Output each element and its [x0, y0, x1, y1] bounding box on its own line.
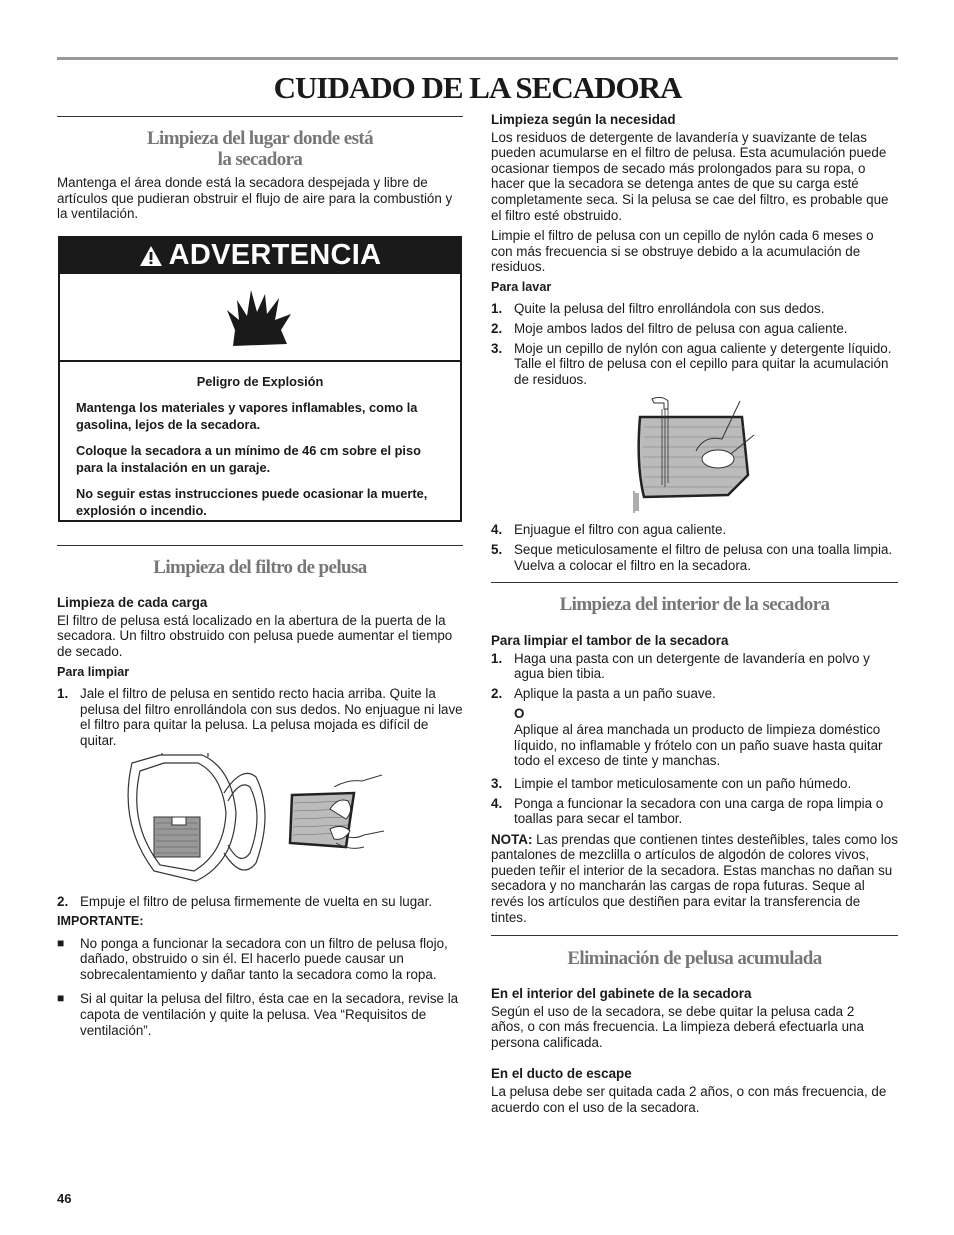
list-item — [491, 651, 898, 682]
section-title-interior: Limpieza del interior de la secadora — [559, 594, 830, 615]
section-rule — [57, 116, 463, 117]
step-number: 5. — [491, 542, 503, 558]
section-rule — [57, 545, 463, 546]
list-item — [491, 522, 898, 538]
interior-section — [491, 633, 898, 925]
bullet-mark: ■ — [57, 935, 65, 950]
step-text: Haga una pasta con un detergente de lavandería en polvo y agua bien tibia. — [514, 650, 870, 682]
dryer-drum-image — [124, 753, 389, 885]
warning-header — [60, 238, 460, 274]
step-number: 4. — [491, 522, 503, 537]
list-item — [491, 341, 898, 388]
note-paragraph — [491, 832, 898, 926]
section-title-filtro: Limpieza del filtro de pelusa — [153, 557, 367, 578]
bullet-item — [57, 936, 463, 983]
step-number: 1. — [491, 300, 503, 316]
step-text: Aplique la pasta a un paño suave. — [514, 686, 716, 702]
paragraph: Según el uso de la secadora, se debe quitar la pelusa cada 2 años, o con más frecuencia. La limpieza deberá efectuarla una persona calificada. — [491, 1003, 864, 1050]
bullet-text: No ponga a funcionar la secadora con un filtro de pelusa flojo, dañado, obstruido o sin él. El hacerlo puede causar un sobrecalentamiento y dañar tanto la secadora como la ropa. — [80, 935, 448, 982]
step-text: Seque meticulosamente el filtro de pelusa con una toalla limpia. Vuelva a colocar el filtro en la secadora. — [514, 542, 893, 573]
step-number: 3. — [491, 775, 503, 791]
subheading: En el ducto de escape — [491, 1066, 632, 1082]
step-text: Moje ambos lados del filtro de pelusa con agua caliente. — [514, 320, 848, 336]
lugar-paragraph: Mantenga el área donde está la secadora despejada y libre de artículos que pudieran obstruir el flujo de aire para la combustión y la ventilación. — [57, 175, 453, 222]
necesidad-section-continued — [491, 522, 898, 578]
subheading: Para limpiar el tambor de la secadora — [491, 633, 729, 648]
necesidad-section — [491, 112, 898, 392]
step-number: 1. — [57, 685, 69, 701]
list-item — [57, 894, 463, 910]
section-title-line: Limpieza del lugar donde está — [146, 128, 374, 149]
step-number: 4. — [491, 795, 503, 811]
subheading: Para limpiar — [57, 665, 130, 680]
warning-line: Coloque la secadora a un mínimo de 46 cm sobre el piso para la instalación en un garaje. — [76, 443, 421, 475]
or-text: Aplique al área manchada un producto de limpieza doméstico líquido, no inflamable y frótelo con un paño suave hasta quitar todo el exceso de tinte y manchas. — [514, 721, 883, 769]
step-text: Quite la pelusa del filtro enrollándola con sus dedos. — [514, 300, 825, 316]
step-text: Empuje el filtro de pelusa firmemente de vuelta en su lugar. — [80, 894, 433, 909]
paragraph: La pelusa debe ser quitada cada 2 años, o con más frecuencia, de acuerdo con el uso de la secadora. — [491, 1083, 887, 1115]
page-number: 46 — [57, 1191, 72, 1206]
list-item — [491, 686, 898, 702]
step-number: 3. — [491, 340, 503, 356]
warning-line: Mantenga los materiales y vapores inflamables, como la gasolina, lejos de la secadora. — [76, 400, 418, 432]
warning-hazard: Peligro de Explosión — [196, 374, 324, 389]
warning-box — [58, 236, 462, 522]
step-text: Enjuague el filtro con agua caliente. — [514, 522, 727, 537]
step-number: 2. — [57, 894, 69, 909]
or-label: O — [514, 706, 525, 722]
note-label: NOTA: — [491, 831, 533, 847]
paragraph: Los residuos de detergente de lavandería y suavizante de telas pueden acumularse en el filtro de pelusa. Esta acumulación puede ocasionar tiempos de secado más prolongados para su ropa, o hacer que la secadora se detenga antes de que su carga esté completamente seca. Si la pelusa se cae del filtro, es probable que el filtro esté obstruido. — [491, 129, 889, 223]
page-title: CUIDADO DE LA SECADORA — [273, 70, 682, 105]
warning-line: No seguir estas instrucciones puede ocasionar la muerte, explosión o incendio. — [76, 486, 428, 518]
dryer-filter-illustration — [124, 753, 389, 885]
pelusa-section — [491, 986, 898, 1115]
bullet-mark: ■ — [57, 991, 65, 1006]
step-text: Ponga a funcionar la secadora con una carga de ropa limpia o toallas para secar el tambor. — [514, 795, 884, 827]
paragraph: Limpie el filtro de pelusa con un cepillo de nylón cada 6 meses o con más frecuencia si se obstruye debido a la acumulación de residuos. — [491, 228, 874, 275]
filtro-section-continued — [57, 894, 463, 1043]
subheading: En el interior del gabinete de la secadora — [491, 986, 752, 1001]
section-title-line: la secadora — [217, 149, 303, 170]
note-text: Las prendas que contienen tintes desteñibles, tales como los pantalones de mezclilla o artículos de algodón de colores vivos, pueden teñir el interior de la secadora. Estas manchas no dañan su secadora y no mancharán las cargas de ropa futuras. Seque al revés los artículos que destiñen para evitar la transferencia de tintes. — [491, 831, 898, 925]
section-rule — [491, 582, 898, 583]
warning-header-label: ADVERTENCIA — [168, 239, 382, 272]
paragraph: El filtro de pelusa está localizado en la abertura de la puerta de la secadora. Un filtro obstruido con pelusa puede aumentar el tiempo de secado. — [57, 612, 453, 659]
subheading: Limpieza de cada carga — [57, 595, 208, 610]
section-title-lugar — [57, 128, 463, 170]
step-text: Limpie el tambor meticulosamente con un paño húmedo. — [514, 775, 852, 791]
bullet-text: Si al quitar la pelusa del filtro, ésta cae en la secadora, revise la capota de ventilación y quite la pelusa. Vea “Requisitos de ventilación”. — [80, 991, 459, 1038]
important-label: IMPORTANTE: — [57, 914, 144, 929]
or-block — [491, 706, 898, 768]
warning-graphic — [60, 274, 460, 362]
list-item — [491, 796, 898, 827]
step-text: Jale el filtro de pelusa en sentido recto hacia arriba. Quite la pelusa del filtro enrollándola con sus dedos. No enjuague ni lave el filtro para quitar la pelusa. La pelusa mojada es difícil de quitar. — [80, 685, 463, 748]
filtro-section — [57, 595, 463, 753]
list-item — [491, 542, 898, 573]
filter-brush-image — [632, 395, 757, 513]
list-item — [491, 776, 898, 792]
list-item — [491, 321, 898, 337]
section-title-pelusa: Eliminación de pelusa acumulada — [567, 948, 822, 969]
warning-body — [60, 362, 460, 519]
section-rule — [491, 935, 898, 936]
step-number: 2. — [491, 320, 503, 336]
step-number: 2. — [491, 686, 503, 702]
subheading: Limpieza según la necesidad — [491, 112, 676, 127]
explosion-icon — [225, 286, 295, 348]
list-item — [491, 301, 898, 317]
step-number: 1. — [491, 650, 503, 666]
warning-triangle-icon — [139, 245, 163, 267]
bullet-item — [57, 991, 463, 1038]
top-rule — [57, 57, 898, 60]
step-text: Moje un cepillo de nylón con agua caliente y detergente líquido. Talle el filtro de pelusa con el cepillo para quitar la acumulación de residuos. — [514, 340, 892, 387]
subheading: Para lavar — [491, 279, 552, 294]
filter-wash-illustration — [632, 395, 757, 513]
list-item — [57, 686, 463, 748]
